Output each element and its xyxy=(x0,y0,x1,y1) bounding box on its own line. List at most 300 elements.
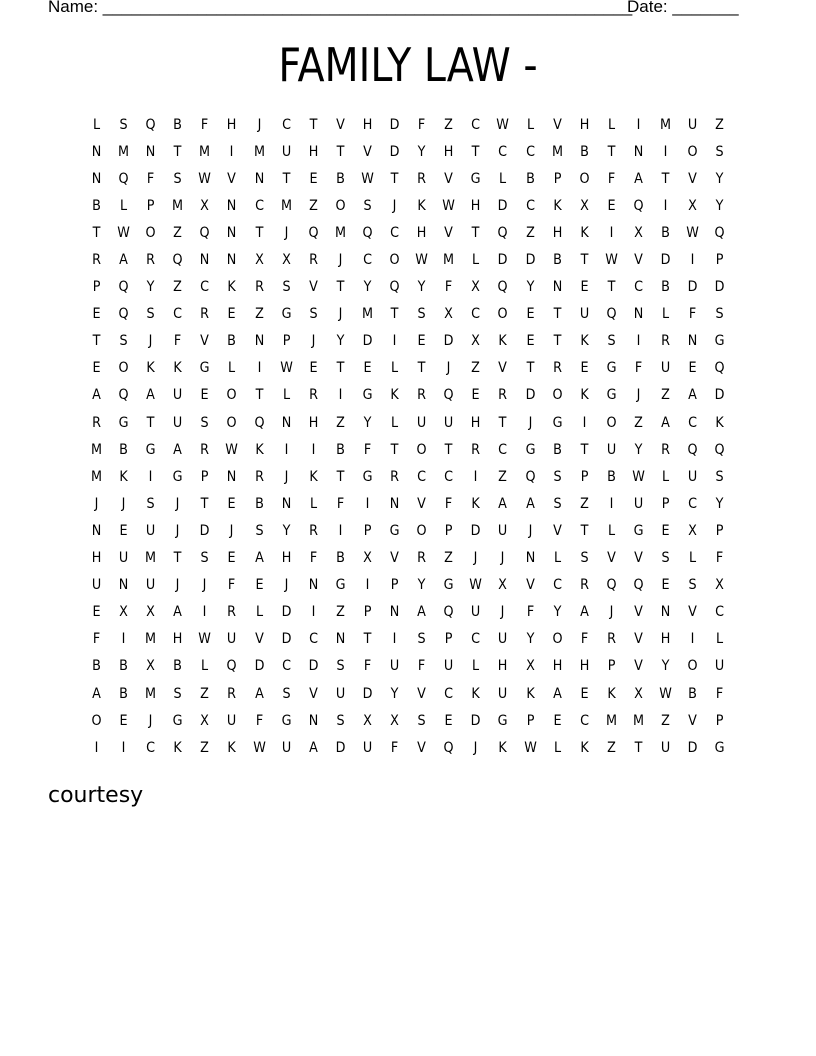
grid-letter: V xyxy=(552,522,562,539)
grid-letter: N xyxy=(200,252,210,269)
grid-letter: B xyxy=(92,197,101,214)
grid-letter: A xyxy=(254,550,264,567)
grid-letter: R xyxy=(390,468,400,485)
grid-letter: T xyxy=(173,550,182,567)
grid-letter: F xyxy=(716,685,724,702)
grid-letter: F xyxy=(363,658,372,675)
grid-letter: R xyxy=(661,441,670,458)
grid-letter: D xyxy=(687,739,698,756)
grid-letter: Z xyxy=(254,306,264,323)
grid-letter: J xyxy=(284,577,289,594)
grid-letter: U xyxy=(498,685,508,702)
grid-letter: R xyxy=(92,414,101,431)
grid-letter: N xyxy=(308,577,319,594)
grid-letter: P xyxy=(553,170,561,187)
grid-letter: T xyxy=(201,495,209,512)
grid-letter: S xyxy=(119,333,128,350)
grid-letter: U xyxy=(606,441,617,458)
grid-letter: Z xyxy=(661,712,670,729)
grid-letter: A xyxy=(146,387,156,404)
grid-letter: T xyxy=(607,279,616,296)
grid-letter: J xyxy=(338,252,343,269)
grid-letter: K xyxy=(146,360,155,377)
grid-letter: Z xyxy=(444,116,454,133)
grid-letter: V xyxy=(552,116,562,133)
grid-letter: I xyxy=(663,197,668,214)
grid-letter: I xyxy=(609,224,614,241)
grid-letter: R xyxy=(92,252,101,269)
grid-letter: K xyxy=(119,468,128,485)
grid-letter: L xyxy=(391,360,399,377)
grid-letter: V xyxy=(688,170,697,187)
grid-letter: U xyxy=(444,658,454,675)
grid-letter: K xyxy=(417,197,426,214)
grid-letter: P xyxy=(146,197,155,214)
grid-letter: S xyxy=(146,306,155,323)
grid-letter: K xyxy=(715,414,724,431)
grid-letter: I xyxy=(609,495,614,512)
grid-letter: A xyxy=(254,685,264,702)
grid-letter: X xyxy=(498,577,508,594)
grid-letter: U xyxy=(118,550,129,567)
grid-letter: L xyxy=(472,252,480,269)
grid-letter: C xyxy=(173,306,183,323)
grid-letter: L xyxy=(607,116,615,133)
grid-letter: A xyxy=(634,170,643,187)
grid-letter: I xyxy=(365,577,370,594)
grid-letter: U xyxy=(227,712,237,729)
grid-letter: I xyxy=(636,116,641,133)
grid-letter: E xyxy=(580,279,589,296)
grid-letter: I xyxy=(365,495,370,512)
grid-letter: W xyxy=(632,468,645,485)
grid-letter: W xyxy=(686,224,699,241)
grid-letter: M xyxy=(91,468,103,485)
grid-letter: J xyxy=(284,468,289,485)
grid-letter: J xyxy=(284,224,289,241)
grid-letter: V xyxy=(634,604,643,621)
grid-letter: Q xyxy=(443,387,454,404)
grid-letter: O xyxy=(226,414,238,431)
grid-letter: U xyxy=(498,631,508,648)
grid-letter: D xyxy=(281,604,292,621)
grid-letter: B xyxy=(579,143,589,160)
grid-letter: I xyxy=(473,468,478,485)
grid-letter: A xyxy=(119,252,128,269)
grid-letter: I xyxy=(338,522,343,539)
grid-letter: O xyxy=(389,252,400,269)
grid-letter: S xyxy=(417,306,426,323)
grid-letter: V xyxy=(390,550,399,567)
grid-letter: D xyxy=(660,252,671,269)
grid-letter: Q xyxy=(226,658,238,675)
grid-letter: B xyxy=(227,333,237,350)
grid-letter: N xyxy=(227,224,237,241)
grid-letter: Y xyxy=(363,414,372,431)
grid-letter: J xyxy=(94,495,99,512)
grid-letter: G xyxy=(362,468,373,485)
grid-letter: P xyxy=(444,522,453,539)
grid-letter: E xyxy=(227,495,237,512)
grid-letter: B xyxy=(173,658,183,675)
grid-letter: O xyxy=(687,143,698,160)
grid-letter: T xyxy=(471,224,480,241)
grid-letter: Z xyxy=(498,468,508,485)
grid-letter: J xyxy=(609,604,614,621)
grid-letter: E xyxy=(580,360,589,377)
grid-letter: X xyxy=(634,685,643,702)
grid-letter: V xyxy=(634,658,643,675)
grid-letter: P xyxy=(282,333,291,350)
grid-letter: E xyxy=(580,685,589,702)
grid-letter: F xyxy=(688,306,697,323)
grid-letter: L xyxy=(228,360,236,377)
grid-letter: U xyxy=(444,414,454,431)
grid-letter: J xyxy=(338,306,343,323)
grid-letter: J xyxy=(175,522,180,539)
grid-letter: H xyxy=(416,224,427,241)
grid-letter: X xyxy=(471,279,481,296)
grid-letter: C xyxy=(688,414,698,431)
grid-letter: Z xyxy=(308,197,318,214)
grid-letter: J xyxy=(230,522,234,539)
grid-letter: V xyxy=(254,631,264,648)
grid-letter: H xyxy=(227,116,237,133)
grid-letter: C xyxy=(498,441,508,458)
grid-letter: W xyxy=(496,116,510,133)
grid-letter: Y xyxy=(526,279,534,296)
grid-letter: Z xyxy=(525,224,535,241)
grid-letter: L xyxy=(689,550,697,567)
grid-letter: J xyxy=(121,495,126,512)
grid-letter: C xyxy=(525,143,535,160)
page-title: FAMILY LAW - xyxy=(278,38,538,92)
grid-letter: Q xyxy=(714,441,725,458)
grid-letter: R xyxy=(606,631,616,648)
grid-letter: Z xyxy=(336,604,345,621)
grid-letter: S xyxy=(255,522,264,539)
grid-letter: J xyxy=(148,333,153,350)
grid-letter: X xyxy=(634,224,643,241)
grid-letter: T xyxy=(309,116,318,133)
grid-letter: W xyxy=(442,197,456,214)
grid-letter: T xyxy=(580,252,589,269)
grid-letter: K xyxy=(498,333,508,350)
grid-letter: F xyxy=(580,631,588,648)
grid-letter: O xyxy=(497,306,508,323)
grid-letter: K xyxy=(580,224,589,241)
grid-letter: S xyxy=(282,279,291,296)
grid-letter: F xyxy=(607,170,615,187)
grid-letter: C xyxy=(444,468,454,485)
grid-letter: Y xyxy=(417,577,426,594)
grid-letter: S xyxy=(200,550,209,567)
word-list-item: courtesy xyxy=(48,783,144,808)
grid-letter: R xyxy=(417,170,427,187)
grid-letter: Q xyxy=(443,604,454,621)
grid-letter: U xyxy=(471,604,481,621)
grid-letter: F xyxy=(445,495,453,512)
grid-letter: Z xyxy=(634,414,643,431)
grid-letter: S xyxy=(363,197,372,214)
grid-letter: L xyxy=(391,414,399,431)
grid-letter: N xyxy=(281,414,291,431)
grid-letter: N xyxy=(118,577,129,594)
grid-letter: A xyxy=(92,685,101,702)
grid-letter: B xyxy=(119,658,129,675)
grid-letter: E xyxy=(661,577,670,594)
grid-letter: B xyxy=(92,658,101,675)
grid-letter: Y xyxy=(417,143,426,160)
grid-letter: H xyxy=(173,631,183,648)
grid-letter: N xyxy=(227,468,237,485)
grid-letter: Y xyxy=(363,279,372,296)
grid-letter: G xyxy=(714,739,725,756)
grid-letter: M xyxy=(605,712,617,729)
grid-letter: B xyxy=(173,116,183,133)
grid-letter: F xyxy=(418,658,426,675)
grid-letter: Q xyxy=(525,468,536,485)
grid-letter: R xyxy=(254,279,264,296)
grid-letter: U xyxy=(173,414,183,431)
grid-letter: P xyxy=(607,658,616,675)
grid-letter: R xyxy=(498,387,508,404)
grid-letter: Y xyxy=(661,658,670,675)
grid-letter: I xyxy=(203,604,207,621)
grid-letter: U xyxy=(362,739,373,756)
grid-letter: V xyxy=(308,279,318,296)
grid-letter: P xyxy=(580,468,589,485)
grid-letter: J xyxy=(501,604,505,621)
grid-letter: T xyxy=(634,739,643,756)
grid-letter: M xyxy=(199,143,211,160)
grid-letter: F xyxy=(716,550,724,567)
grid-letter: A xyxy=(688,387,697,404)
grid-letter: Z xyxy=(444,550,454,567)
grid-letter: V xyxy=(417,685,427,702)
grid-letter: T xyxy=(282,170,291,187)
grid-letter: Y xyxy=(526,631,534,648)
grid-letter: K xyxy=(254,441,264,458)
grid-letter: R xyxy=(471,441,481,458)
grid-letter: Y xyxy=(634,441,643,458)
grid-letter: O xyxy=(416,522,427,539)
grid-letter: S xyxy=(417,712,426,729)
grid-letter: U xyxy=(91,577,102,594)
grid-letter: V xyxy=(444,170,454,187)
grid-letter: P xyxy=(92,279,101,296)
grid-letter: X xyxy=(146,604,156,621)
grid-letter: Q xyxy=(714,224,725,241)
grid-letter: E xyxy=(92,306,101,323)
grid-letter: C xyxy=(552,577,562,594)
grid-letter: S xyxy=(715,143,724,160)
grid-letter: P xyxy=(201,468,209,485)
grid-letter: Q xyxy=(633,197,644,214)
grid-letter: I xyxy=(311,604,316,621)
grid-letter: H xyxy=(308,143,319,160)
grid-letter: I xyxy=(582,414,587,431)
grid-letter: I xyxy=(148,468,153,485)
grid-letter: B xyxy=(119,441,129,458)
grid-letter: R xyxy=(308,252,318,269)
grid-letter: Y xyxy=(146,279,155,296)
grid-letter: C xyxy=(579,712,589,729)
grid-letter: Q xyxy=(633,577,644,594)
grid-letter: I xyxy=(230,143,234,160)
grid-letter: H xyxy=(362,116,373,133)
grid-letter: D xyxy=(308,658,319,675)
grid-letter: A xyxy=(308,739,318,756)
grid-letter: N xyxy=(227,197,237,214)
grid-letter: F xyxy=(336,495,345,512)
grid-letter: P xyxy=(715,522,724,539)
grid-letter: X xyxy=(363,712,372,729)
grid-letter: Y xyxy=(715,197,724,214)
grid-letter: L xyxy=(661,468,670,485)
grid-letter: H xyxy=(579,116,590,133)
grid-letter: Y xyxy=(282,522,291,539)
grid-letter: V xyxy=(336,116,345,133)
grid-letter: U xyxy=(227,631,237,648)
grid-letter: T xyxy=(390,170,399,187)
grid-letter: S xyxy=(336,712,345,729)
grid-letter: E xyxy=(363,360,372,377)
grid-letter: D xyxy=(525,387,535,404)
grid-letter: H xyxy=(552,224,562,241)
grid-letter: V xyxy=(417,495,427,512)
grid-letter: H xyxy=(579,658,590,675)
grid-letter: V xyxy=(634,252,643,269)
grid-letter: B xyxy=(254,495,264,512)
grid-letter: X xyxy=(363,550,372,567)
grid-letter: T xyxy=(444,441,453,458)
grid-letter: V xyxy=(498,360,508,377)
grid-letter: N xyxy=(308,712,319,729)
grid-letter: W xyxy=(659,685,672,702)
grid-letter: R xyxy=(308,387,318,404)
grid-letter: O xyxy=(226,387,238,404)
grid-letter: J xyxy=(528,522,532,539)
grid-letter: F xyxy=(201,116,209,133)
grid-letter: R xyxy=(146,252,156,269)
grid-letter: G xyxy=(118,414,129,431)
grid-letter: T xyxy=(553,333,562,350)
grid-letter: Z xyxy=(579,495,589,512)
grid-letter: A xyxy=(525,495,535,512)
grid-letter: R xyxy=(308,522,318,539)
grid-letter: C xyxy=(444,685,454,702)
grid-letter: E xyxy=(309,360,318,377)
grid-letter: F xyxy=(445,279,453,296)
grid-letter: Z xyxy=(661,387,670,404)
grid-letter: U xyxy=(281,739,291,756)
grid-letter: A xyxy=(579,604,589,621)
grid-letter: T xyxy=(417,360,426,377)
grid-letter: Q xyxy=(118,387,129,404)
grid-letter: T xyxy=(471,143,480,160)
grid-letter: U xyxy=(416,414,427,431)
grid-letter: A xyxy=(173,604,183,621)
grid-letter: X xyxy=(715,577,725,594)
grid-letter: I xyxy=(636,333,641,350)
grid-letter: C xyxy=(363,252,372,269)
grid-letter: J xyxy=(636,387,641,404)
grid-letter: M xyxy=(660,116,672,133)
grid-letter: J xyxy=(175,577,180,594)
grid-letter: F xyxy=(174,333,182,350)
grid-letter: M xyxy=(145,550,157,567)
grid-letter: B xyxy=(525,170,535,187)
grid-letter: K xyxy=(173,739,183,756)
grid-letter: G xyxy=(145,441,156,458)
grid-letter: X xyxy=(525,658,535,675)
grid-letter: R xyxy=(254,468,264,485)
grid-letter: D xyxy=(470,712,481,729)
grid-letter: J xyxy=(392,197,397,214)
grid-letter: D xyxy=(470,522,481,539)
grid-letter: C xyxy=(254,197,264,214)
grid-letter: Y xyxy=(715,495,724,512)
grid-letter: H xyxy=(471,414,481,431)
grid-letter: F xyxy=(147,170,155,187)
grid-letter: I xyxy=(338,387,343,404)
grid-letter: T xyxy=(580,441,589,458)
grid-letter: V xyxy=(308,685,318,702)
grid-letter: Z xyxy=(173,224,183,241)
grid-letter: J xyxy=(501,550,505,567)
grid-letter: U xyxy=(687,116,698,133)
grid-letter: B xyxy=(661,224,670,241)
grid-letter: V xyxy=(634,550,643,567)
grid-letter: S xyxy=(661,550,670,567)
grid-letter: Z xyxy=(173,279,183,296)
grid-letter: C xyxy=(471,631,481,648)
grid-letter: N xyxy=(91,143,102,160)
grid-letter: F xyxy=(418,116,426,133)
grid-letter: I xyxy=(284,441,289,458)
grid-letter: Q xyxy=(254,414,265,431)
grid-letter: O xyxy=(118,360,129,377)
grid-letter: H xyxy=(443,143,454,160)
grid-letter: N xyxy=(145,143,156,160)
grid-letter: S xyxy=(553,468,562,485)
grid-letter: D xyxy=(714,279,725,296)
grid-letter: U xyxy=(660,360,671,377)
grid-letter: Q xyxy=(389,279,400,296)
grid-letter: T xyxy=(499,414,507,431)
grid-letter: X xyxy=(688,197,697,214)
grid-letter: V xyxy=(227,170,237,187)
grid-letter: X xyxy=(200,712,210,729)
grid-letter: Q xyxy=(362,224,373,241)
grid-letter: T xyxy=(661,170,670,187)
grid-letter: H xyxy=(308,414,319,431)
grid-letter: L xyxy=(607,522,615,539)
grid-letter: N xyxy=(389,604,400,621)
grid-letter: O xyxy=(416,441,427,458)
grid-letter: J xyxy=(473,550,478,567)
grid-letter: O xyxy=(335,197,346,214)
grid-letter: T xyxy=(363,631,372,648)
grid-letter: T xyxy=(336,360,345,377)
grid-letter: U xyxy=(281,143,291,160)
grid-letter: H xyxy=(91,550,102,567)
grid-letter: A xyxy=(661,414,670,431)
grid-letter: C xyxy=(715,604,725,621)
grid-letter: N xyxy=(227,252,237,269)
grid-letter: W xyxy=(605,252,618,269)
